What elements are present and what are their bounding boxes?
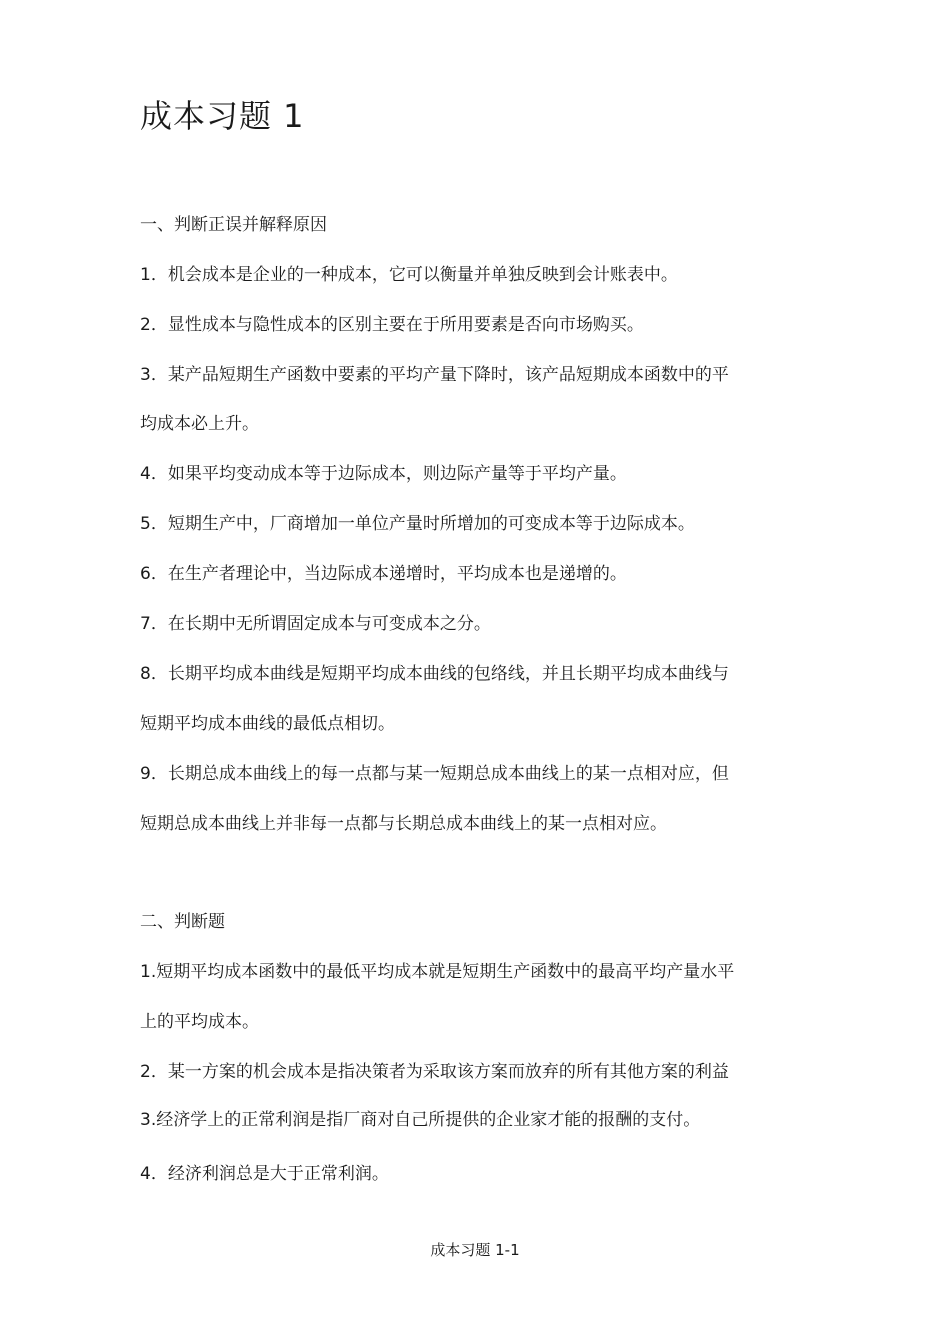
- section2-line: 1.短期平均成本函数中的最低平均成本就是短期生产函数中的最高平均产量水平: [140, 962, 735, 982]
- section2-heading: 二、判断题: [140, 912, 225, 932]
- section1-line: 3．某产品短期生产函数中要素的平均产量下降时，该产品短期成本函数中的平: [140, 365, 729, 385]
- section1-line: 1．机会成本是企业的一种成本，它可以衡量并单独反映到会计账表中。: [140, 265, 678, 285]
- section2-line: 3.经济学上的正常利润是指厂商对自己所提供的企业家才能的报酬的支付。: [140, 1110, 701, 1130]
- section1-line: 短期平均成本曲线的最低点相切。: [140, 714, 395, 734]
- section1-line: 7．在长期中无所谓固定成本与可变成本之分。: [140, 614, 491, 634]
- section1-line: 5．短期生产中，厂商增加一单位产量时所增加的可变成本等于边际成本。: [140, 514, 695, 534]
- section2-line: 4．经济利润总是大于正常利润。: [140, 1164, 389, 1184]
- section1-line: 均成本必上升。: [140, 414, 259, 434]
- section1-line: 短期总成本曲线上并非每一点都与长期总成本曲线上的某一点相对应。: [140, 814, 667, 834]
- section1-heading: 一、判断正误并解释原因: [140, 215, 327, 235]
- page-footer: 成本习题 1-1: [430, 1241, 520, 1259]
- section2-line: 2．某一方案的机会成本是指决策者为采取该方案而放弃的所有其他方案的利益: [140, 1062, 729, 1082]
- section1-line: 6．在生产者理论中，当边际成本递增时，平均成本也是递增的。: [140, 564, 627, 584]
- section1-line: 8．长期平均成本曲线是短期平均成本曲线的包络线，并且长期平均成本曲线与: [140, 664, 729, 684]
- section1-line: 9．长期总成本曲线上的每一点都与某一短期总成本曲线上的某一点相对应，但: [140, 764, 729, 784]
- section1-line: 2．显性成本与隐性成本的区别主要在于所用要素是否向市场购买。: [140, 315, 644, 335]
- section1-line: 4．如果平均变动成本等于边际成本，则边际产量等于平均产量。: [140, 464, 627, 484]
- page-title: 成本习题 1: [140, 97, 305, 135]
- section2-line: 上的平均成本。: [140, 1012, 259, 1032]
